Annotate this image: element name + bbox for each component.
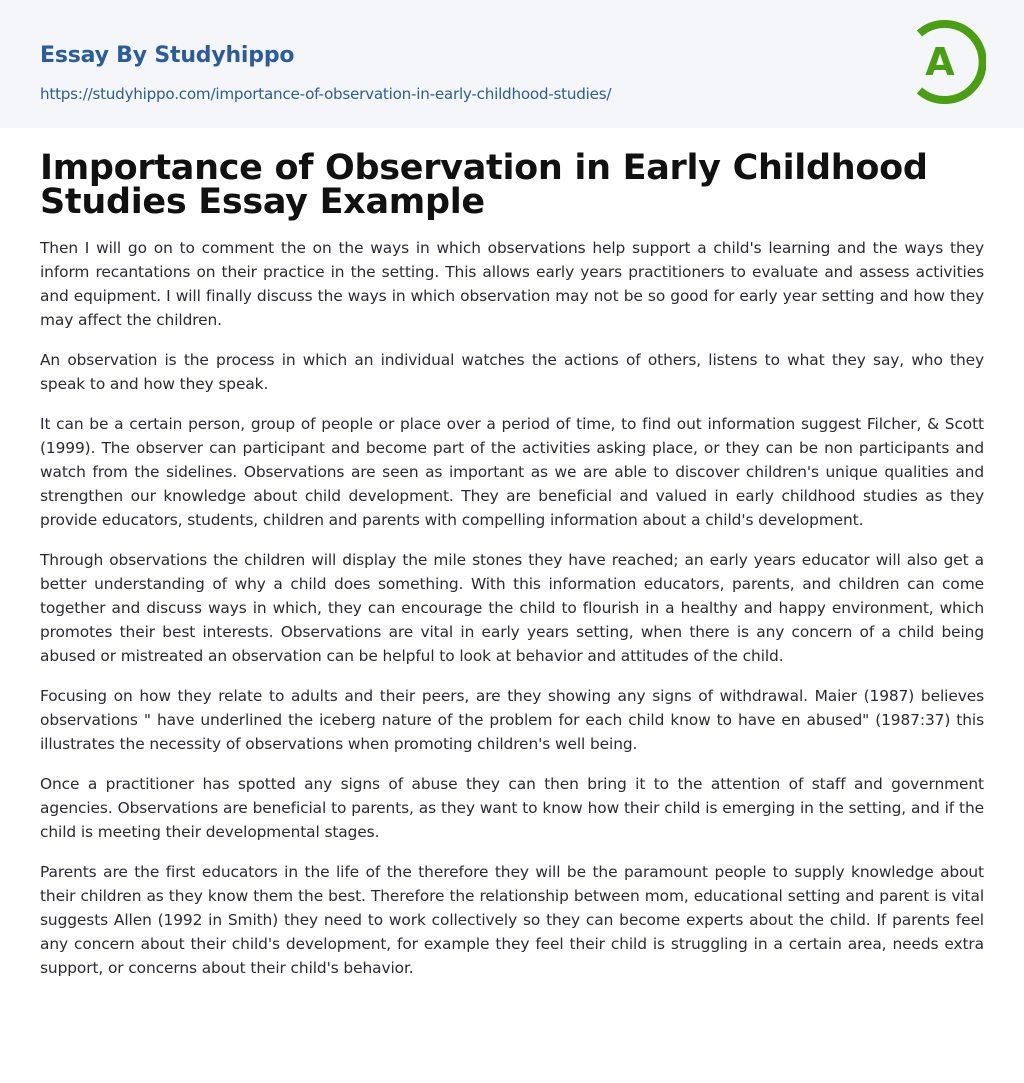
essay-body xyxy=(40,236,984,980)
essay-paragraph: Parents are the first educators in the life of the therefore they will be the paramount people to supply knowledge about their children as they know them the best. Therefore the relationship between mom, educational setting and parent is vital suggests Allen (1992 in Smith) they need to work collectively so they can become experts about the child. If parents feel any concern about their child's development, for example they feel their child is struggling in a certain area, needs extra support, or concerns about their child's behavior. xyxy=(40,863,984,977)
essay-content xyxy=(0,148,1024,980)
studyhippo-logo-icon xyxy=(900,19,986,105)
page-title: Importance of Observation in Early Childhood Studies Essay Example xyxy=(40,148,928,222)
brand-title-link[interactable]: Essay By Studyhippo xyxy=(40,43,295,68)
essay-paragraph: It can be a certain person, group of people or place over a period of time, to find out information suggest Filcher, & Scott (1999). The observer can participant and become part of the activities asking place, or they can be non participants and watch from the sidelines. Observations are seen as important as we are able to discover children's unique qualities and strengthen our knowledge about child development. They are beneficial and valued in early childhood studies as they provide educators, students, children and parents with compelling information about a child's development. xyxy=(40,415,984,529)
studyhippo-logo[interactable] xyxy=(900,19,986,105)
site-header xyxy=(0,0,1024,128)
essay-paragraph: Then I will go on to comment the on the ways in which observations help support a child's learning and the ways they inform recantations on their practice in the setting. This allows early years practitioners to evaluate and assess activities and equipment. I will finally discuss the ways in which observation may not be so good for early year setting and how they may affect the children. xyxy=(40,239,984,329)
essay-paragraph: Through observations the children will display the mile stones they have reached; an early years educator will also get a better understanding of why a child does something. With this information educators, parents, and children can come together and discuss ways in which, they can encourage the child to flourish in a healthy and happy environment, which promotes their best interests. Observations are vital in early years setting, when there is any concern of a child being abused or mistreated an observation can be helpful to look at behavior and attitudes of the child. xyxy=(40,551,984,665)
essay-paragraph: Focusing on how they relate to adults and their peers, are they showing any signs of withdrawal. Maier (1987) believes observations " have underlined the iceberg nature of the problem for each child know to have en abused" (1987:37) this illustrates the necessity of observations when promoting children's well being. xyxy=(40,687,984,753)
essay-paragraph: An observation is the process in which an individual watches the actions of others, listens to what they say, who they speak to and how they speak. xyxy=(40,351,984,393)
essay-paragraph: Once a practitioner has spotted any signs of abuse they can then bring it to the attention of staff and government agencies. Observations are beneficial to parents, as they want to know how their child is emerging in the setting, and if the child is meeting their developmental stages. xyxy=(40,775,984,841)
source-url-link[interactable]: https://studyhippo.com/importance-of-observation-in-early-childhood-studies/ xyxy=(40,85,612,103)
logo-letter: A xyxy=(925,40,955,84)
